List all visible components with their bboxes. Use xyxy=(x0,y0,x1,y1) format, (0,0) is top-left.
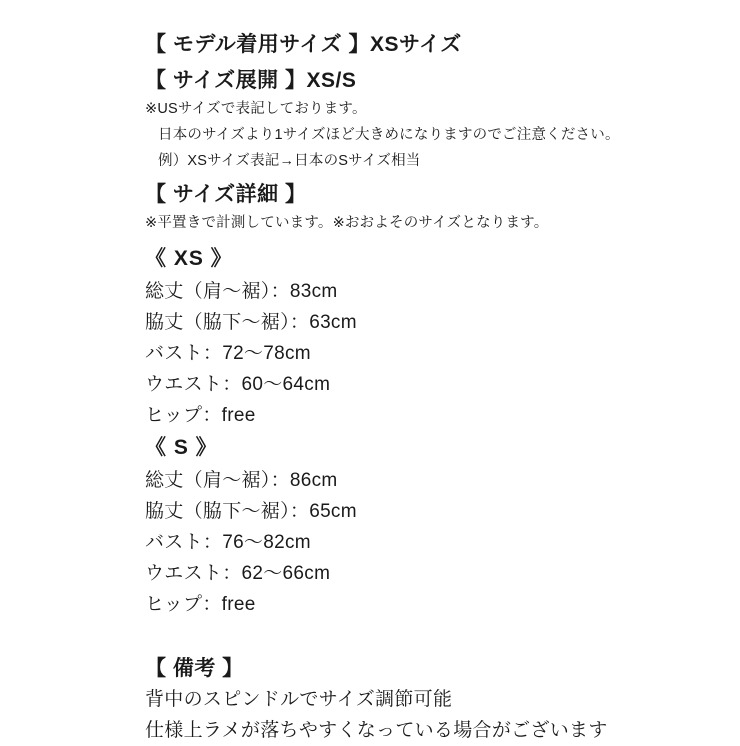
measurement-note: ※平置きで計測しています。※おおよそのサイズとなります。 xyxy=(145,215,549,231)
model-size-heading: 【 モデル着用サイズ 】XSサイズ xyxy=(145,33,462,56)
spec-xs-total-length: 総丈（肩〜裾）：83cm xyxy=(145,281,338,302)
remark-spindle-adjustment: 背中のスピンドルでサイズ調節可能 xyxy=(145,689,453,710)
spec-s-side-length: 脇丈（脇下〜裾）：65cm xyxy=(145,501,357,522)
spec-xs-side-length: 脇丈（脇下〜裾）：63cm xyxy=(145,312,357,333)
spec-xs-bust: バスト：72〜78cm xyxy=(145,343,311,364)
note-size-difference: 日本のサイズより1サイズほど大きめになりますのでご注意ください。 xyxy=(158,127,620,143)
remark-glitter-shedding: 仕様上ラメが落ちやすくなっている場合がございます xyxy=(145,720,608,741)
note-size-example: 例）XSサイズ表記→日本のSサイズ相当 xyxy=(158,153,421,169)
spec-s-waist: ウエスト：62〜66cm xyxy=(145,563,331,584)
size-detail-heading: 【 サイズ詳細 】 xyxy=(145,183,307,206)
size-range-heading: 【 サイズ展開 】XS/S xyxy=(145,69,357,92)
spec-s-total-length: 総丈（肩〜裾）：86cm xyxy=(145,470,338,491)
remarks-heading: 【 備考 】 xyxy=(145,657,244,680)
spec-s-bust: バスト：76〜82cm xyxy=(145,532,311,553)
size-label-xs: 《 XS 》 xyxy=(145,247,233,270)
size-label-s: 《 S 》 xyxy=(145,436,218,459)
note-us-size: ※USサイズで表記しております。 xyxy=(145,101,367,117)
spec-s-hip: ヒップ：free xyxy=(145,594,256,615)
spec-xs-hip: ヒップ：free xyxy=(145,405,256,426)
spacer xyxy=(40,620,700,654)
spec-xs-waist: ウエスト：60〜64cm xyxy=(145,374,331,395)
